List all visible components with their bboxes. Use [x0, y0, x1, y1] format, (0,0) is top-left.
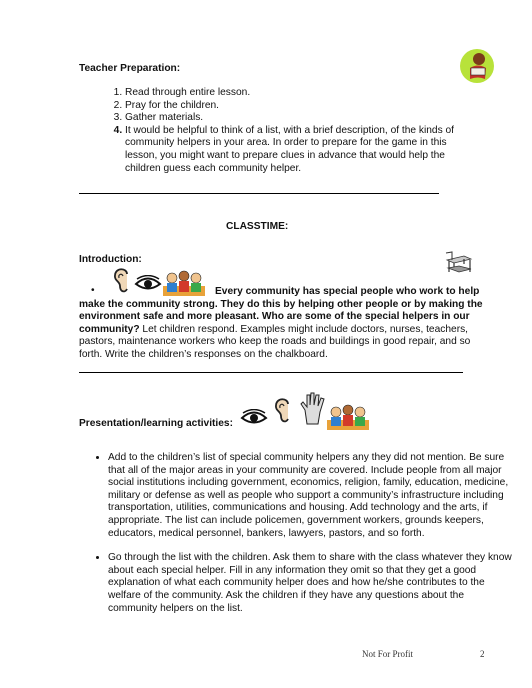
intro-heading: Introduction:	[79, 254, 142, 265]
reading-person-icon	[458, 46, 496, 91]
prep-list	[108, 87, 470, 175]
presentation-heading: Presentation/learning activities:	[79, 418, 233, 429]
prep-item: 2. Pray for the children.	[125, 100, 470, 113]
divider	[79, 193, 439, 194]
page-number: 2	[480, 649, 485, 659]
divider	[79, 372, 463, 373]
intro-bullet: •	[91, 285, 95, 296]
classtime-heading: CLASSTIME:	[226, 221, 289, 232]
eye-icon	[240, 409, 268, 432]
ear-icon	[273, 396, 293, 431]
footer-note: Not For Profit	[362, 649, 414, 659]
list-item: • Add to the children’s list of special community helpers any they did not mention. Be sure that all of the major areas in your community are covered. Include people from all major social institutions including government, economics, religion, family, education, medicine, military or defense as well as people who support a community’s infrastructure including transportation, utilities, communications and housing. Add technology and the arts, if appropriate. The list can include policemen, government workers, grounds keepers, educators, medical personnel, bankers, lawyers, pastors, and so forth.	[108, 452, 513, 540]
list-item: • Go through the list with the children. Ask them to share with the class whatever they know about each special helper. Fill in any information they omit so that they get a good explanation of what each community helper does and how he/she contributes to the welfare of the community. Ask the children if they have any questions about the community helpers on the list.	[108, 552, 513, 615]
presentation-list	[80, 452, 513, 627]
school-desk-icon	[444, 250, 474, 281]
prep-item: 4. It would be helpful to think of a list, with a brief description, of the kinds of community helpers in your area. In order to prepare for the game in this lesson, you might want to prepare clues in advance that would help the children guess each community helper.	[125, 125, 470, 175]
children-group-icon	[327, 402, 369, 435]
intro-paragraph: Every community has special people who work to help make the community strong. They do this by helping other people or by making the environment safe and more pleasant. Who are some of the special helpers in our community? Let children respond. Examples might include doctors, nurses, teachers, pastors, maintenance workers who keep the roads and buildings in good repair, and so forth. Write the children’s responses on the chalkboard.	[79, 286, 483, 360]
prep-item: 1. Read through entire lesson.	[125, 87, 470, 100]
prep-heading: Teacher Preparation:	[79, 63, 181, 74]
hand-icon	[299, 392, 325, 431]
prep-item: 3. Gather materials.	[125, 112, 470, 125]
